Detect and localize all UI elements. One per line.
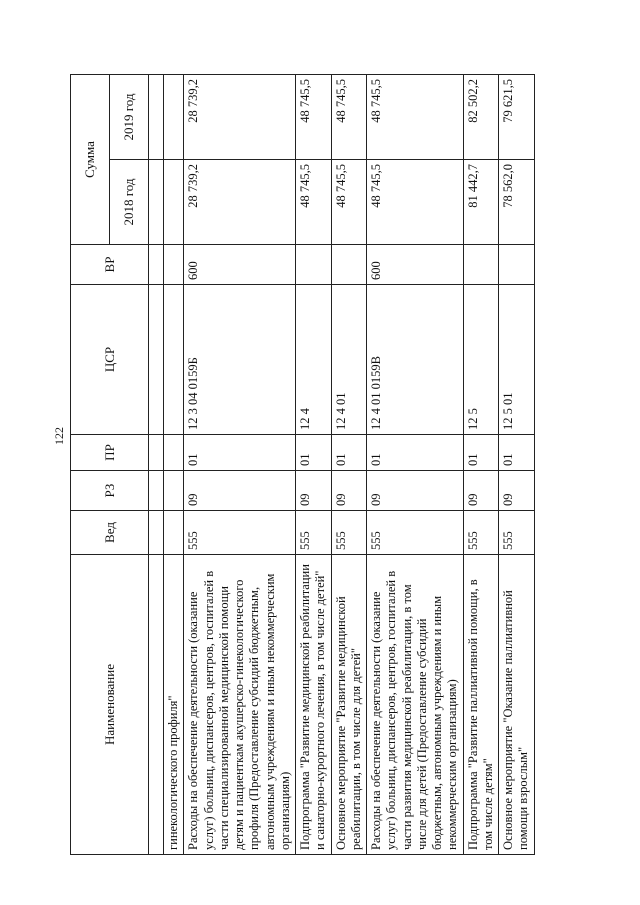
header-pr: ПР (71, 435, 149, 471)
ved-cell: 555 (463, 511, 499, 555)
sum-2018-cell: 48 745,5 (367, 160, 464, 245)
csr-cell: 12 4 01 0159В (367, 285, 464, 435)
pr-cell: 01 (296, 435, 332, 471)
name-cell: гинекологического профиля" (164, 555, 184, 855)
pr-cell: 01 (331, 435, 367, 471)
sum-2018-cell: 78 562,0 (499, 160, 535, 245)
csr-cell: 12 5 01 (499, 285, 535, 435)
name-cell: Расходы на обеспечение деятельности (оказание услуг) больниц, диспансеров, центров, госпиталей в части специализированной медицинской помощи детям и пациенткам акушерско-гинекологического профиля (Предоставление субсидий бюджетным, автономным учреждениям и иным некоммерческим организациям) (184, 555, 296, 855)
sum-2019-cell: 82 502,2 (463, 75, 499, 160)
pr-cell: 01 (367, 435, 464, 471)
table-row (164, 75, 184, 855)
table-row (367, 75, 464, 855)
sum-2019-cell: 48 745,5 (296, 75, 332, 160)
sum-2018-cell: 28 739,2 (184, 160, 296, 245)
name-cell: Основное мероприятие "Развитие медицинской реабилитации, в том числе для детей" (331, 555, 367, 855)
rz-cell: 09 (367, 471, 464, 511)
name-cell: Подпрограмма "Развитие медицинской реабилитации и санаторно-курортного лечения, в том числе детей" (296, 555, 332, 855)
header-vr: ВР (71, 245, 149, 285)
header-csr: ЦСР (71, 285, 149, 435)
name-cell: Основное мероприятие "Оказание паллиативной помощи взрослым" (499, 555, 535, 855)
csr-cell: 12 4 (296, 285, 332, 435)
header-2019: 2019 год (110, 75, 149, 160)
rz-cell: 09 (296, 471, 332, 511)
ved-cell: 555 (499, 511, 535, 555)
table-row (463, 75, 499, 855)
sum-2018-cell: 48 745,5 (331, 160, 367, 245)
table-row (499, 75, 535, 855)
ved-cell: 555 (367, 511, 464, 555)
table-row (184, 75, 296, 855)
spacer-row (149, 75, 164, 855)
header-sum: Сумма (71, 75, 110, 245)
ved-cell: 555 (331, 511, 367, 555)
pr-cell: 01 (499, 435, 535, 471)
sum-2019-cell: 48 745,5 (331, 75, 367, 160)
vr-cell (463, 245, 499, 285)
vr-cell (331, 245, 367, 285)
table-row (331, 75, 367, 855)
name-cell: Подпрограмма "Развитие паллиативной помощи, в том числе детям" (463, 555, 499, 855)
vr-cell: 600 (367, 245, 464, 285)
csr-cell: 12 5 (463, 285, 499, 435)
vr-cell (296, 245, 332, 285)
ved-cell: 555 (296, 511, 332, 555)
sum-2018-cell: 81 442,7 (463, 160, 499, 245)
vr-cell: 600 (184, 245, 296, 285)
csr-cell: 12 3 04 0159Б (184, 285, 296, 435)
header-2018: 2018 год (110, 160, 149, 245)
header-rz: РЗ (71, 471, 149, 511)
pr-cell: 01 (463, 435, 499, 471)
pr-cell: 01 (184, 435, 296, 471)
rz-cell: 09 (331, 471, 367, 511)
vr-cell (499, 245, 535, 285)
budget-table (70, 74, 535, 855)
rz-cell: 09 (184, 471, 296, 511)
csr-cell: 12 4 01 (331, 285, 367, 435)
header-name: Наименование (71, 555, 149, 855)
ved-cell: 555 (184, 511, 296, 555)
rz-cell: 09 (499, 471, 535, 511)
header-ved: Вед (71, 511, 149, 555)
table-row (296, 75, 332, 855)
sum-2019-cell: 28 739,2 (184, 75, 296, 160)
rz-cell: 09 (463, 471, 499, 511)
name-cell: Расходы на обеспечение деятельности (оказание услуг) больниц, диспансеров, центров, госпиталей в части развития медицинской реабилитации, в том числе для детей (Предоставление субсидий бюджетным, автономным учреждениям и иным некоммерческим организациям) (367, 555, 464, 855)
page-number: 122 (52, 427, 66, 445)
sum-2018-cell: 48 745,5 (296, 160, 332, 245)
sum-2019-cell: 79 621,5 (499, 75, 535, 160)
sum-2019-cell: 48 745,5 (367, 75, 464, 160)
